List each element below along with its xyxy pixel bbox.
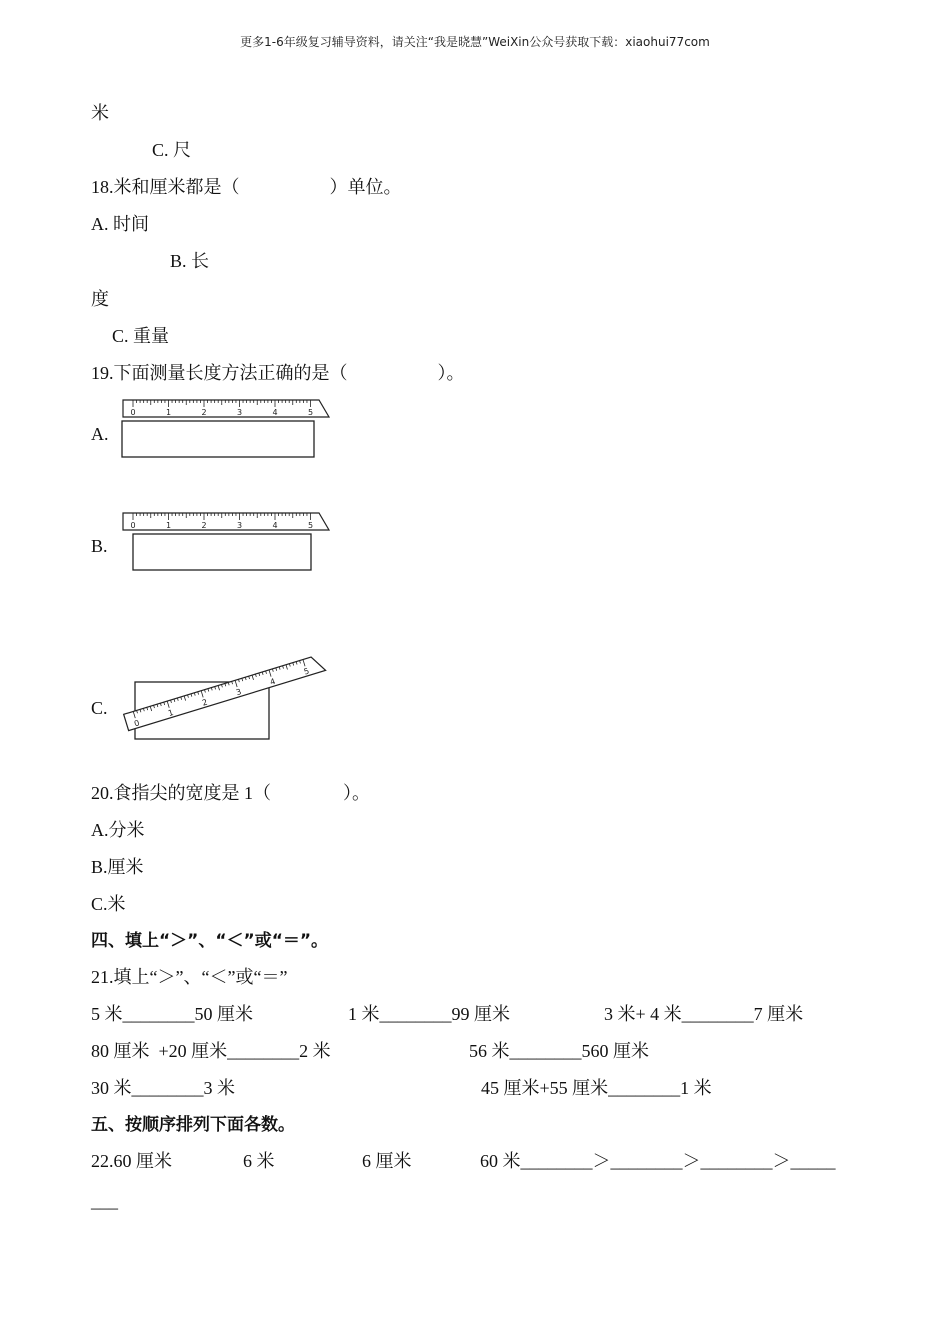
q18-option-c: C. 重量 — [112, 326, 170, 346]
q22-answer-line: 60 米________＞________＞________＞_____ — [480, 1151, 836, 1171]
ruler-tick-label: 1 — [165, 408, 172, 417]
ruler-tick-label: 4 — [272, 408, 278, 417]
ruler-tick-label: 3 — [236, 408, 243, 417]
q19-option-c-label: C. — [91, 698, 108, 718]
q22-item: 22.60 厘米 — [91, 1151, 172, 1171]
q22-item: 6 米 — [243, 1151, 275, 1171]
q21-item: 1 米________99 厘米 — [348, 1004, 510, 1024]
q21-item: 30 米________3 米 — [91, 1078, 235, 1098]
q19-stem: 19.下面测量长度方法正确的是（ ）。 — [91, 363, 465, 383]
q18-option-b-continuation: 度 — [91, 289, 109, 309]
q21-item: 5 米________50 厘米 — [91, 1004, 253, 1024]
section-5-title: 五、按顺序排列下面各数。 — [91, 1115, 295, 1135]
q19-option-a-figure — [118, 397, 333, 461]
ruler-tick-label: 5 — [302, 666, 311, 677]
ruler-tick-label: 0 — [133, 718, 141, 729]
ruler-tick-label: 5 — [307, 521, 314, 530]
q19-option-b-figure — [118, 510, 333, 574]
q22-item: 6 厘米 — [362, 1151, 412, 1171]
ruler-tick-label: 1 — [165, 521, 172, 530]
measured-rectangle — [122, 421, 314, 457]
ruler-tick-label: 0 — [130, 408, 136, 417]
section-4-title: 四、填上“＞”、“＜”或“＝”。 — [91, 931, 329, 951]
q21-stem: 21.填上“＞”、“＜”或“＝” — [91, 967, 288, 987]
q21-item: 3 米+ 4 米________7 厘米 — [604, 1004, 804, 1024]
ruler-tick-label: 3 — [236, 521, 243, 530]
ruler-icon — [123, 400, 329, 417]
ruler-tick-label: 4 — [268, 676, 277, 687]
q19-option-a-label: A. — [91, 424, 109, 444]
ruler-tick-label: 2 — [201, 408, 207, 417]
ruler-tick-label: 5 — [307, 408, 314, 417]
q17-option-b-continuation: 米 — [91, 103, 109, 123]
measured-rectangle — [133, 534, 311, 570]
q18-option-a: A. 时间 — [91, 214, 149, 234]
q20-option-a: A.分米 — [91, 820, 145, 840]
q19-option-c-figure — [118, 650, 333, 746]
page-header: 更多1-6年级复习辅导资料，请关注“我是晓慧”WeiXin公众号获取下载：xiaohui77com — [240, 35, 710, 49]
q17-option-c: C. 尺 — [152, 140, 192, 160]
q18-stem: 18.米和厘米都是（ ）单位。 — [91, 177, 402, 197]
q20-option-b: B.厘米 — [91, 857, 144, 877]
q22-answer-continuation: ___ — [91, 1191, 118, 1211]
ruler-tick-label: 2 — [201, 697, 209, 708]
q21-item: 56 米________560 厘米 — [469, 1041, 649, 1061]
q18-option-b: B. 长 — [170, 251, 210, 271]
ruler-tick-label: 0 — [130, 521, 136, 530]
ruler-tick-label: 3 — [234, 687, 243, 698]
q20-option-c: C.米 — [91, 894, 126, 914]
ruler-tick-label: 2 — [201, 521, 207, 530]
q19-option-b-label: B. — [91, 536, 108, 556]
tilted-ruler-icon — [124, 654, 326, 730]
ruler-tick-label: 1 — [167, 707, 175, 719]
ruler-tick-label: 4 — [272, 521, 278, 530]
q20-stem: 20.食指尖的宽度是 1（ ）。 — [91, 783, 370, 803]
q21-item: 45 厘米+55 厘米________1 米 — [481, 1078, 712, 1098]
q21-item: 80 厘米 +20 厘米________2 米 — [91, 1041, 331, 1061]
ruler-icon — [123, 513, 329, 530]
